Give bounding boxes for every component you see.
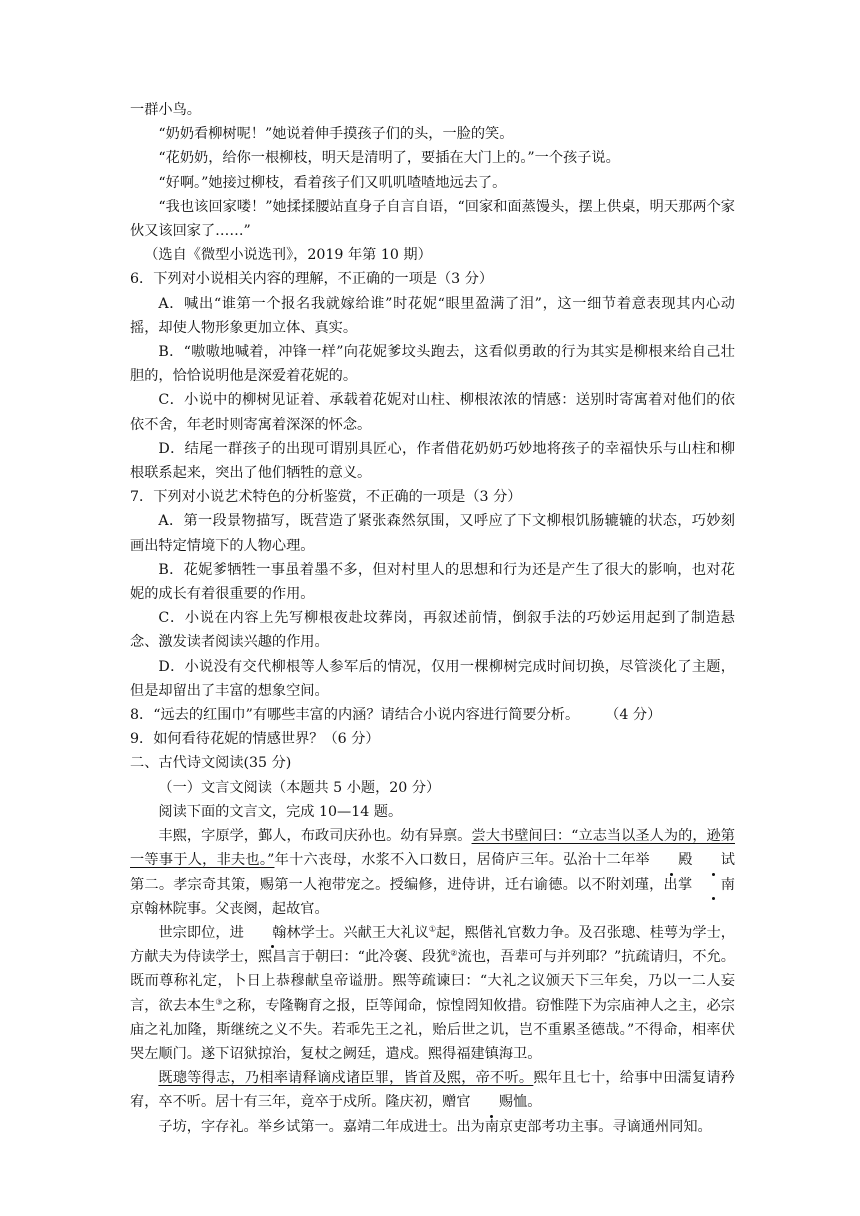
section-title: 二、古代诗文阅读(35 分)	[130, 755, 292, 772]
underlined-sentence: 既璁等得志，乃相率请释谪戍诸臣罪，皆首及熙，帝不听。	[158, 1070, 534, 1087]
question-6-option-c: C．小说中的柳树见证着、承载着花妮对山柱、柳根浓浓的情感：送别时寄寓着对他们的依依不舍，年老时则寄寓着深深的怀念。	[130, 392, 735, 433]
classical-paragraph-4: 子坊，字存礼。举乡试第一。嘉靖二年成进士。出为南京吏部考功主事。寻谪通州同知。	[158, 1118, 712, 1135]
dotted-character: 试	[692, 848, 735, 872]
footnote-marker: ②	[450, 948, 458, 958]
question-6-option-b: B．“嗷嗷地喊着，冲锋一样”向花妮爹坟头跑去，这看似勇敢的行为其实是柳根来给自己壮胆的，恰恰说明他是深爱着花妮的。	[130, 344, 735, 385]
section-instruction: 阅读下面的文言文，完成 10—14 题。	[158, 803, 403, 820]
story-paragraph: “奶奶看柳树呢！”她说着伸手摸孩子们的头，一脸的笑。	[158, 126, 514, 143]
text-run: 年十六丧母，水浆不入口数日，居倚庐三年。弘治十二年举	[274, 852, 650, 869]
story-paragraph: “好啊。”她接过柳枝，看着孩子们又叽叽喳喳地远去了。	[158, 174, 507, 191]
question-9-stem: 9．如何看待花妮的情感世界？（6 分）	[130, 731, 380, 748]
question-7-option-b: B．花妮爹牺牲一事虽着墨不多，但对村里人的思想和行为还是产生了很大的影响，也对花妮的成长有着很重要的作用。	[130, 561, 735, 603]
text-run: 之称，专隆鞠育之报，臣等闻命，惊惶罔知攸措。窃惟陛下为宗庙神人之主，必宗庙之礼加隆，斯继统之义不失。若乖先王之礼，贻后世之讥，岂不重累圣德哉。”不得命，相率伏哭左顺门。遂下诏狱掠治，复杖之阙廷，遣戍。熙得福建镇海卫。	[130, 997, 736, 1062]
classical-paragraph-3	[130, 1066, 735, 1114]
story-paragraph: “我也该回家喽！”她揉揉腰站直身子自言自语，“回家和面蒸馒头，摆上供桌，明天那两个家伙又该回家了……”	[130, 198, 735, 240]
question-8-score: （4 分）	[605, 707, 662, 724]
dotted-character: 殿	[650, 848, 693, 872]
text-run: 第二。孝宗奇其策，赐第一人袍带宠之。授编修，进侍讲，迁右谕德。以不附刘瑾，出掌	[130, 876, 693, 893]
question-7-option-a: A．第一段景物描写，既营造了紧张森然氛围，又呼应了下文柳根饥肠辘辘的状态，巧妙刻画出特定情境下的人物心理。	[130, 513, 735, 554]
dotted-character: 赐	[471, 1090, 514, 1114]
text-run: 世宗即位，进	[158, 924, 244, 941]
text-run: 起，熙偕礼官数力争。及召张璁、桂萼为学士，方献夫为侍读学士，熙昌言于朝曰：“此冷褒、段犹	[130, 924, 735, 966]
text-run: 流也，吾辈可与并列耶？”抗疏请归，不允。既而尊称礼定，卜日上恭穆献皇帝谥册。熙等疏谏曰：“大礼之议颁天下三年矣，乃以一二人妄言，欲去本生	[130, 949, 735, 1014]
classical-paragraph-2	[130, 921, 735, 1066]
story-paragraph: “花奶奶，给你一根柳枝，明天是清明了，要插在大门上的。”一个孩子说。	[158, 150, 620, 167]
question-6-option-d: D．结尾一群孩子的出现可谓别具匠心，作者借花奶奶巧妙地将孩子的幸福快乐与山柱和柳根联系起来，突出了他们牺牲的意义。	[130, 440, 735, 482]
text-run: 丰熙，字原学，鄞人，布政司庆孙也。幼有异禀。	[158, 828, 472, 845]
question-7-stem: 7．下列对小说艺术特色的分析鉴赏，不正确的一项是（3 分）	[130, 489, 522, 506]
text-run: 京翰林院事。父丧阕，起故官。	[130, 900, 329, 917]
subsection-title: （一）文言文阅读（本题共 5 小题，20 分）	[158, 779, 441, 796]
question-6-option-a: A．喊出“谁第一个报名我就嫁给谁”时花妮“眼里盈满了泪”，这一细节着意表现其内心动摇，却使人物形象更加立体、真实。	[130, 295, 735, 336]
question-8-stem: 8．“远去的红围巾”有哪些丰富的内涵？请结合小说内容进行简要分析。	[130, 707, 580, 724]
question-8	[130, 703, 735, 727]
text-run: 恤。	[513, 1094, 542, 1111]
text-run: 熙年且七十，给事中田濡复请矜宥，卒不听。居十有三年，竟卒于戍所。隆庆初，赠官	[130, 1070, 735, 1111]
story-continuation-line: 一群小鸟。	[130, 102, 201, 118]
footnote-marker: ①	[428, 924, 437, 934]
text-run: 学士。兴献王大礼议	[300, 924, 429, 941]
question-7-option-d: D．小说没有交代柳根等人参军后的情况，仅用一棵柳树完成时间切换，尽管淡化了主题，但是却留出了丰富的想象空间。	[130, 658, 735, 699]
footnote-marker: ③	[215, 996, 223, 1006]
story-source: （选自《微型小说选刊》，2019 年第 10 期）	[144, 247, 432, 264]
dotted-characters: 翰林	[244, 921, 301, 945]
question-7-option-c: C．小说在内容上先写柳根夜赴坟葬岗，再叙述前情，倒叙手法的巧妙运用起到了制造悬念、激发读者阅读兴趣的作用。	[130, 610, 735, 651]
classical-paragraph-1	[130, 824, 735, 921]
dotted-character: 南	[692, 873, 735, 897]
question-6-stem: 6．下列对小说相关内容的理解，不正确的一项是（3 分）	[130, 271, 494, 288]
underlined-sentence: 尝大书壁间曰：“立志当以圣人为的，逊第一等事于人，非夫也。”	[130, 828, 735, 869]
document-page	[130, 98, 735, 1139]
